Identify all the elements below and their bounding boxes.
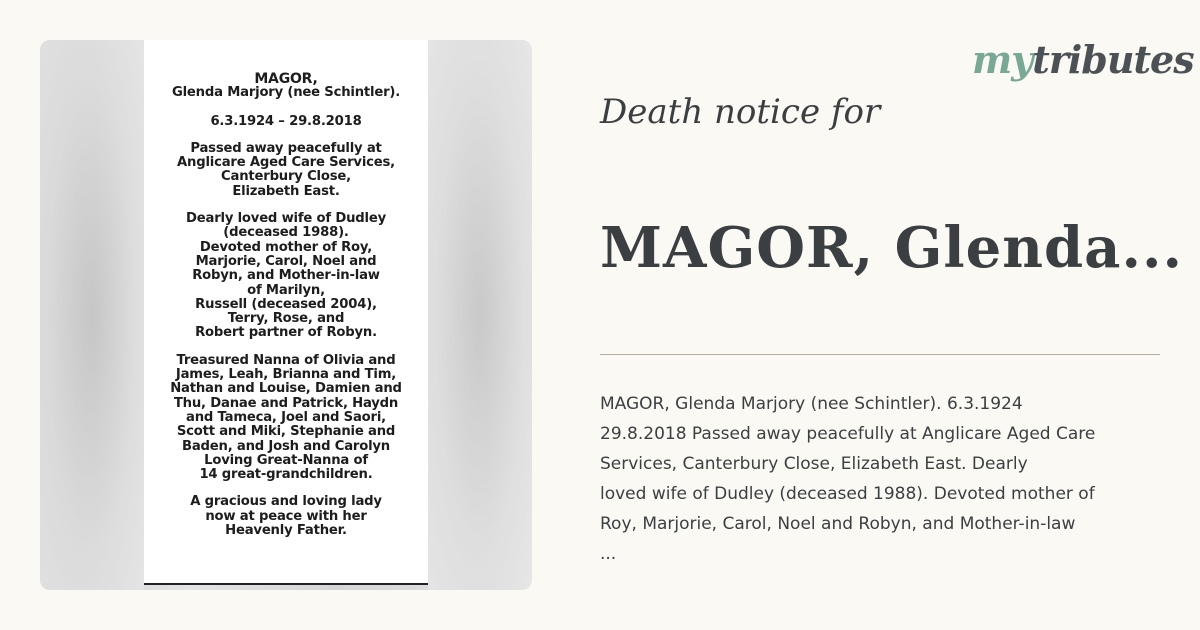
clipping-paragraph-grandchildren: Treasured Nanna of Olivia and James, Leah, Brianna and Tim, Nathan and Louise, Damien and Thu, Danae and Patrick, Haydn and Tameca, Joel and Saori, Scott and Miki, Stephanie and Baden, and Josh and Carolyn Loving Great-Nanna of 14 great-grandchildren. [170, 352, 402, 483]
notice-excerpt: MAGOR, Glenda Marjory (nee Schintler). 6.3.1924 29.8.2018 Passed away peacefully at Anglicare Aged Care Services, Canterbury Close, Elizabeth East. Dearly loved wife of Dudley (deceased 1988). Devoted mother of Roy, Marjorie, Carol, Noel and Robyn, and Mother-in-law ... [600, 394, 1096, 564]
notice-blur-left [40, 40, 144, 590]
clipping-paragraph-passing: Passed away peacefully at Anglicare Aged Care Services, Canterbury Close, Elizabeth East. [177, 140, 395, 199]
clipping-dates: 6.3.1924 – 29.8.2018 [210, 113, 362, 129]
clipping-fullname: Glenda Marjory (nee Schintler). [171, 85, 401, 101]
deceased-name-title: MAGOR, Glenda... [600, 215, 1183, 281]
logo-my: my [972, 37, 1033, 82]
clipping-paragraph-family: Dearly loved wife of Dudley (deceased 1988). Devoted mother of Roy, Marjorie, Carol, Noel and Robyn, and Mother-in-law of Marilyn, Russell (deceased 2004), Terry, Rose, and Robert partner of Robyn. [186, 211, 386, 341]
clipping-surname: MAGOR, [254, 71, 318, 87]
logo-tributes: tributes [1032, 37, 1194, 82]
mytributes-logo[interactable] [972, 36, 1194, 84]
newspaper-clipping [144, 40, 428, 585]
death-notice-image [40, 40, 532, 590]
divider [600, 354, 1160, 355]
notice-blur-right [428, 40, 532, 590]
clipping-paragraph-closing: A gracious and loving lady now at peace with her Heavenly Father. [190, 494, 382, 539]
notice-heading: Death notice for [600, 92, 881, 132]
